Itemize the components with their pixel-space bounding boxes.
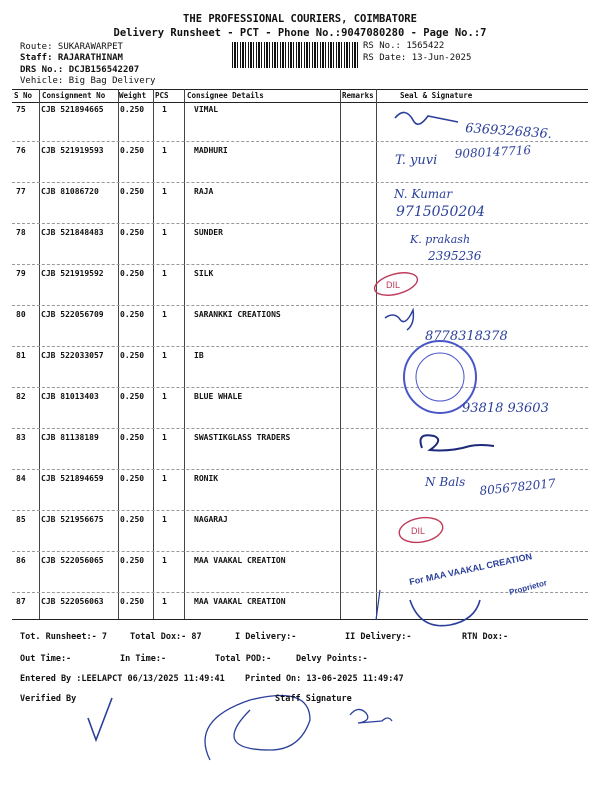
row-sno: 87 bbox=[16, 597, 26, 606]
row-sno: 83 bbox=[16, 433, 26, 442]
row-pcs: 1 bbox=[162, 146, 167, 155]
row-consignee: IB bbox=[194, 351, 204, 360]
row-weight: 0.250 bbox=[120, 105, 145, 114]
verified-by: Verified By bbox=[20, 694, 77, 704]
phone-row-75: 6369326836. bbox=[464, 121, 553, 143]
row-consignee: SARANKKI CREATIONS bbox=[194, 310, 281, 319]
signature-stroke bbox=[376, 590, 380, 620]
name-row-77: N. Kumar bbox=[394, 187, 453, 201]
vehicle-label: Vehicle: Big Bag Delivery bbox=[20, 76, 156, 86]
row-sno: 76 bbox=[16, 146, 26, 155]
row-weight: 0.250 bbox=[120, 187, 145, 196]
row-sno: 77 bbox=[16, 187, 26, 196]
col-consignment: Consignment No bbox=[42, 91, 106, 100]
row-consignee: SILK bbox=[194, 269, 214, 278]
rtn-dox: RTN Dox:- bbox=[462, 632, 509, 642]
row-sno: 84 bbox=[16, 474, 26, 483]
row-consignment-no: CJB 521956675 bbox=[41, 515, 104, 524]
row-consignment-no: CJB 81138189 bbox=[41, 433, 99, 442]
in-time: In Time:- bbox=[120, 654, 167, 664]
row-consignment-no: CJB 522056063 bbox=[41, 597, 104, 606]
row-consignment-no: CJB 521919592 bbox=[41, 269, 104, 278]
row-consignee: RAJA bbox=[194, 187, 214, 196]
dil-stamp-text-79: DIL bbox=[386, 280, 401, 290]
row-sno: 79 bbox=[16, 269, 26, 278]
row-consignee: MADHURI bbox=[194, 146, 228, 155]
row-weight: 0.250 bbox=[120, 597, 145, 606]
total-pod: Total POD:- bbox=[215, 654, 272, 664]
verified-check bbox=[88, 698, 112, 740]
col-consignee: Consignee Details bbox=[187, 91, 264, 100]
staff-signature-mark bbox=[350, 709, 392, 723]
phone-row-77: 9715050204 bbox=[396, 204, 486, 220]
row-sno: 81 bbox=[16, 351, 26, 360]
phone-row-84: 8056782017 bbox=[478, 476, 557, 498]
row-pcs: 1 bbox=[162, 351, 167, 360]
name-row-84: N Bals bbox=[425, 475, 466, 489]
row-pcs: 1 bbox=[162, 556, 167, 565]
row-weight: 0.250 bbox=[120, 515, 145, 524]
row-consignee: NAGARAJ bbox=[194, 515, 228, 524]
row-weight: 0.250 bbox=[120, 474, 145, 483]
row-sno: 75 bbox=[16, 105, 26, 114]
col-pcs: PCS bbox=[155, 91, 169, 100]
signature-row-80 bbox=[385, 310, 413, 330]
dil-stamp-text-85: DIL bbox=[411, 526, 426, 536]
row-sno: 80 bbox=[16, 310, 26, 319]
row-sno: 78 bbox=[16, 228, 26, 237]
runsheet-subtitle: Delivery Runsheet - PCT - Phone No.:9047080280 - Page No.:7 bbox=[113, 27, 487, 39]
row-consignment-no: CJB 521848483 bbox=[41, 228, 104, 237]
signature-row-87 bbox=[410, 600, 480, 626]
row-sno: 82 bbox=[16, 392, 26, 401]
staff-label: Staff: RAJARATHINAM bbox=[20, 53, 123, 63]
staff-signature-scribble bbox=[205, 696, 310, 761]
row-weight: 0.250 bbox=[120, 351, 145, 360]
row-consignee: SUNDER bbox=[194, 228, 223, 237]
row-consignee: VIMAL bbox=[194, 105, 219, 114]
row-consignee: MAA VAAKAL CREATION bbox=[194, 597, 286, 606]
row-consignment-no: CJB 522056065 bbox=[41, 556, 104, 565]
row-pcs: 1 bbox=[162, 105, 167, 114]
out-time: Out Time:- bbox=[20, 654, 72, 664]
ii-delivery: II Delivery:- bbox=[345, 632, 412, 642]
company-title: THE PROFESSIONAL COURIERS, COIMBATORE bbox=[183, 13, 417, 25]
phone-row-80: 8778318378 bbox=[425, 329, 508, 344]
row-consignment-no: CJB 521919593 bbox=[41, 146, 104, 155]
row-pcs: 1 bbox=[162, 228, 167, 237]
row-weight: 0.250 bbox=[120, 392, 145, 401]
phone-row-76: 9080147716 bbox=[454, 143, 532, 161]
total-dox: Total Dox:- 87 bbox=[130, 632, 202, 642]
row-consignee: MAA VAAKAL CREATION bbox=[194, 556, 286, 565]
row-consignment-no: CJB 521894665 bbox=[41, 105, 104, 114]
staff-signature-label: Staff Signature bbox=[275, 694, 352, 704]
phone-row-78: 2395236 bbox=[428, 249, 482, 263]
row-pcs: 1 bbox=[162, 392, 167, 401]
row-pcs: 1 bbox=[162, 269, 167, 278]
proprietor-stamp: Proprietor bbox=[508, 578, 548, 597]
entered-by: Entered By :LEELAPCT 06/13/2025 11:49:41 bbox=[20, 674, 225, 684]
row-pcs: 1 bbox=[162, 515, 167, 524]
row-consignment-no: CJB 522056709 bbox=[41, 310, 104, 319]
printed-on: Printed On: 13-06-2025 11:49:47 bbox=[245, 674, 404, 684]
delvy-points: Delvy Points:- bbox=[296, 654, 368, 664]
drs-label: DRS No.: DCJB156542207 bbox=[20, 65, 140, 75]
row-consignee: BLUE WHALE bbox=[194, 392, 243, 401]
row-consignee: RONIK bbox=[194, 474, 219, 483]
row-consignment-no: CJB 81086720 bbox=[41, 187, 99, 196]
row-weight: 0.250 bbox=[120, 269, 145, 278]
row-pcs: 1 bbox=[162, 474, 167, 483]
row-weight: 0.250 bbox=[120, 310, 145, 319]
bank-stamp-inner bbox=[416, 353, 464, 401]
row-consignee: SWASTIKGLASS TRADERS bbox=[194, 433, 291, 442]
company-stamp: For MAA VAAKAL CREATION bbox=[408, 551, 533, 587]
route-label: Route: SUKARAWARPET bbox=[20, 42, 123, 52]
row-pcs: 1 bbox=[162, 310, 167, 319]
col-sno: S No bbox=[14, 91, 33, 100]
name-row-76: T. yuvi bbox=[395, 153, 438, 168]
row-sno: 85 bbox=[16, 515, 26, 524]
row-pcs: 1 bbox=[162, 187, 167, 196]
signature-row-75 bbox=[395, 112, 458, 124]
col-weight: Weight bbox=[119, 91, 147, 100]
phone-row-82: 93818 93603 bbox=[462, 401, 549, 416]
col-seal: Seal & Signature bbox=[400, 91, 473, 100]
signature-row-83 bbox=[421, 435, 495, 450]
row-consignment-no: CJB 81013403 bbox=[41, 392, 99, 401]
row-pcs: 1 bbox=[162, 597, 167, 606]
row-consignment-no: CJB 522033057 bbox=[41, 351, 104, 360]
tot-runsheet: Tot. Runsheet:- 7 bbox=[20, 632, 107, 642]
row-weight: 0.250 bbox=[120, 556, 145, 565]
row-weight: 0.250 bbox=[120, 228, 145, 237]
row-weight: 0.250 bbox=[120, 146, 145, 155]
row-sno: 86 bbox=[16, 556, 26, 565]
rs-number: RS No.: 1565422 bbox=[363, 41, 445, 51]
row-weight: 0.250 bbox=[120, 433, 145, 442]
col-remarks: Remarks bbox=[342, 91, 374, 100]
i-delivery: I Delivery:- bbox=[235, 632, 297, 642]
name-row-78: K. prakash bbox=[410, 233, 471, 246]
row-consignment-no: CJB 521894659 bbox=[41, 474, 104, 483]
row-pcs: 1 bbox=[162, 433, 167, 442]
rs-date: RS Date: 13-Jun-2025 bbox=[363, 53, 472, 63]
